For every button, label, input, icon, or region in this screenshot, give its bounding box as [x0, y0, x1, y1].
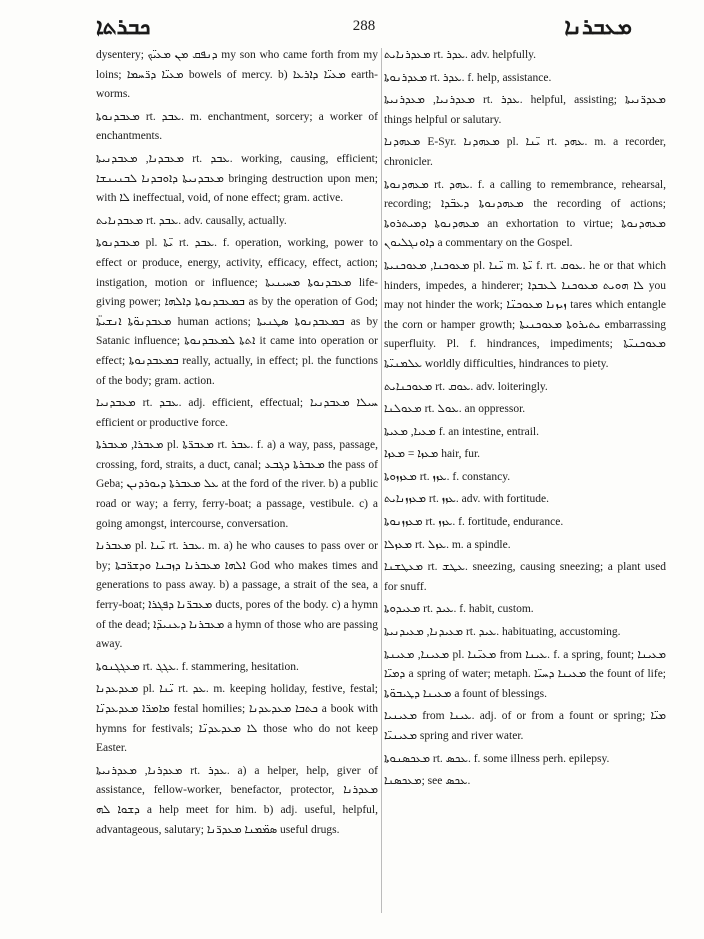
dictionary-entry: ܡܥܕܪܢܐ, ܡܥܕܪܢܝܬܐ rt. ܥܕܪ. a) a helper, help, giver of assistance, fellow-worker, benefactor, protector, ܡܥܕܪܢܐ ܕܫܘܐ ܠܗ a help meet for him. b) adj. useful, helpful, advantageous, salutary; ܣܡ̈ܡܢܐ ܡܥܕܪ̈ܢܐ useful drugs.: [96, 764, 378, 836]
dictionary-entry: ܡܥܟܣܢܘܬܐ rt. ܥܟܣ. f. some illness perh. epilepsy.: [384, 752, 610, 765]
dictionary-entry: ܡܥܝܕܘܬܐ rt. ܥܝܕ. f. habit, custom.: [384, 603, 534, 616]
dictionary-entry: ܡܥܙܙܢܘܬܐ rt. ܥܙܙ. f. fortitude, endurance.: [384, 516, 564, 529]
dictionary-entry: ܡܥܟܣܢܐ; see ܥܟܣ.: [384, 775, 471, 788]
running-head-right: ܡܥܒܪܢܐ: [564, 14, 632, 39]
dictionary-entry: ܡܥܗܕܢܘܬܐ rt. ܥܗܕ. f. a calling to remembrance, rehearsal, recording; ܡܥܗܕܢܘܬܐ ܕܥܒ̈ܕܐ the recording of actions; ܡܥܗܕܢܘܬܐ ܕܡܝܬܪܘܬܐ an exhortation to virtue; ܡܥܗܕܢܘܬܐ ܕܐܘܢܓܠܝܘܢ a commentary on the Gospel.: [384, 178, 666, 250]
column-divider: [381, 48, 382, 913]
running-head-left: ܟܒܪܬܐ: [96, 14, 151, 39]
dictionary-entry: ܡܥܝܢܝܐ from ܥܝܢܐ. adj. of or from a fount or spring; ܡܝ̈ܐ ܡܥܝܢܝ̈ܐ spring and river water.: [384, 710, 667, 742]
dictionary-entry: ܡܥܙܙܘܬܐ rt. ܥܙܙ. f. constancy.: [384, 470, 511, 483]
dictionary-entry: ܡܥܒܪܐ, ܡܥܒܪܬܐ pl. ܡܥܒܪ̈ܬܐ rt. ܥܒܪ. f. a) a way, pass, passage, crossing, ford, straits, a duct, canal; ܡܥܒܪܬܐ ܕܓܒܥ the pass of Geba; ܥܠ ܡܥܒܪܬܐ ܕܝܘܪܕܢܢ at the ford of the river. b) a public road or way; a ferry, ferry-boat; a passage, vestibule. c) a going amongst, intercourse, conversation.: [96, 439, 378, 530]
dictionary-entry: ܡܥܕܪܢܝܐ, ܡܥܕܪܢܝܬܐ rt. ܥܕܪ. helpful, assisting; ܡܥܕܪ̈ܢܝܬܐ things helpful or salutary.: [384, 94, 666, 126]
dictionary-entry: ܡܥܝܢܐ, ܡܥܝܢܬܐ pl. ܡܥܝ̈ܢܐ from ܥܝܢܐ. f. a spring, fount; ܡܥܝܢܐ ܕܡܝ̈ܐ a spring of water; metaph. ܡܥܝܢܐ ܕܚܝ̈ܐ the fount of life; ܡܥܝܢܐ ܕܛܝܒܘ̈ܬܐ a fount of blessings.: [384, 648, 666, 700]
dictionary-entry: ܡܥܒܕܢܘܬܐ pl. ܝ̈ܬܐ rt. ܥܒܕ. f. operation, working, power to effect or produce, energy, activity, efficacy, effect, action; instigation, motion or influence; ܡܥܒܕܢܘܬܐ ܡܚܝܢܝܬܐ life-giving power; ܒܡܥܒܕܢܘܬܐ ܕܐܠܗܐ as by the operation of God; ܡܥܒܕܢܘ̈ܬܐ ܐܢܫܝܬ̈ܐ human actions; ܒܡܥܒܕܢܘܬܐ ܣܛܢܝܬܐ as by Satanic influence; ܐܬܬܐ ܠܡܥܒܕܢܘܬܐ it came into operation or effect; ܒܡܥܒܕܢܘܬܐ really, actually, in effect; pl. the functions of the body; gram. action.: [96, 237, 379, 387]
dictionary-entry: dysentery; ܕܢܦܩ ܡܢ ܡܥܝ̈ܟ my son who came forth from my loins; ܡܥܝ̈ܐ ܕܪ̈ܚܡܐ bowels of mercy. b) ܡܥܝ̈ܐ ܕܐܪܥܐ earth-worms.: [96, 49, 378, 101]
dictionary-entry: ܡܥܛܫܢܐ rt. ܥܛܫ. sneezing, causing sneezing; a plant used for snuff.: [384, 561, 667, 593]
dictionary-entry: ܡܥܒܪܢܐ pl. ܝ̈ܢܐ rt. ܥܒܪ. m. a) he who causes to pass over or by; ܐܠܗܐ ܡܥܒܪܢܐ ܕܙܒܢܐ ܘܕܫܪ̈ܒܬܐ God who makes times and generations to pass away. b) a passage, a strait of the sea, a ferry-boat; ܡܥܒܪ̈ܢܐ ܕܦܓܪܐ ducts, pores of the body. c) a hymn of the dead; ܡܥܒܪܢܐ ܕܥܢܝܕ̈ܐ a hymn of those who are passing away.: [96, 540, 378, 651]
dictionary-entry: ܡܥܒܕܢܝܐ rt. ܥܒܕ. adj. efficient, effectual; ܚܝܠܐ ܡܥܒܕܢܝܐ efficient or productive force.: [96, 397, 378, 429]
right-column: [384, 46, 666, 795]
page-header: [96, 12, 632, 42]
page-number: 288: [352, 18, 376, 34]
left-column: [96, 46, 378, 843]
dictionary-entry: ܡܥܘܟܢܐܝܬ rt. ܥܘܩ. adv. loiteringly.: [384, 380, 548, 393]
dictionary-entry: ܡܥܕܪܢܘܬܐ rt. ܥܕܪ. f. help, assistance.: [384, 71, 552, 84]
dictionary-entry: ܡܥܕܪܢܐܝܬ rt. ܥܕܪ. adv. helpfully.: [384, 49, 537, 61]
dictionary-entry: ܡܥܘܟܢܐ, ܡܥܘܟܢܝܬܐ pl. ܝ̈ܢܐ m. ܝ̈ܬܐ f. rt. ܥܘܩ. he or that which hinders, impedes, a hinderer; ܠܐ ܗܘܝܬ ܡܥܘܟܢܐ ܠܥܒܕܐ you may not hinder the work; ܙܝܙܢܐ ܡܥܘܟܢ̈ܐ tares which entangle the corn or hamper growth; ܝܬܝܪܘܬܐ ܡܥܘܟܢܝܬܐ embarrassing superfluity. Pl. f. hindrances, impediments; ܡܥܘܟܢܝ̈ܬܐ ܥܠܡܢܝ̈ܬܐ worldly difficulties, hindrances to piety.: [384, 259, 667, 370]
dictionary-entry: ܡܥܕܥܕܢܐ pl. ܝ̈ܢܐ rt. ܥܕ. m. keeping holiday, festive, festal; ܡܐܡܪ̈ܐ ܡܥܕܥܕܢ̈ܐ festal homilies; ܟܬܒܐ ܡܥܕܥܕܢܐ a book with hymns for festivals; ܠܐ ܡܥܕܥܕܢ̈ܐ those who do not keep Easter.: [96, 683, 378, 755]
dictionary-entry: ܡܥܝܐ, ܡܥܝܬܐ f. an intestine, entrail.: [384, 425, 539, 438]
dictionary-entry: ܡܥܒܕܢܐ, ܡܥܒܕܢܝܬܐ rt. ܥܒܕ. working, causing, efficient; ܡܥܒܕܢܝܬܐ ܕܐܘܒܕܢܐ ܠܒܢܝܢܫܐ bringing destruction upon men; with ܠܐ ineffectual, void, of none effect; gram. active.: [96, 152, 378, 205]
dictionary-entry: ܡܥܒܕܢܐܝܬ rt. ܥܒܕ. adv. causally, actually.: [96, 214, 287, 227]
dictionary-entry: ܡܥܓܓܢܘܬܐ rt. ܥܓܓ. f. stammering, hesitation.: [96, 660, 299, 673]
dictionary-entry: ܡܥܝܕܢܐ, ܡܥܝܕܢܝܬܐ rt. ܥܝܕ. habituating, accustoming.: [384, 626, 621, 639]
dictionary-entry: ܡܥܙܠܐ rt. ܥܙܠ. m. a spindle.: [384, 538, 511, 551]
dictionary-entry: ܡܥܘܠܢܐ rt. ܥܘܠ. an oppressor.: [384, 403, 526, 416]
dictionary-entry: ܡܥܒܕܢܘܬܐ rt. ܥܒܕ. m. enchantment, sorcery; a worker of enchantments.: [96, 110, 378, 143]
dictionary-entry: ܡܥܙܐ = ܡܥܙܐ hair, fur.: [384, 448, 481, 461]
dictionary-entry: ܡܥܙܙܢܐܝܬ rt. ܥܙܙ. adv. with fortitude.: [384, 493, 550, 506]
dictionary-entry: ܡܥܗܕܢܐ E-Syr. ܡܥܗܕܢܐ pl. ܝ̈ܢܐ rt. ܥܗܕ. m. a recorder, chronicler.: [384, 136, 667, 168]
